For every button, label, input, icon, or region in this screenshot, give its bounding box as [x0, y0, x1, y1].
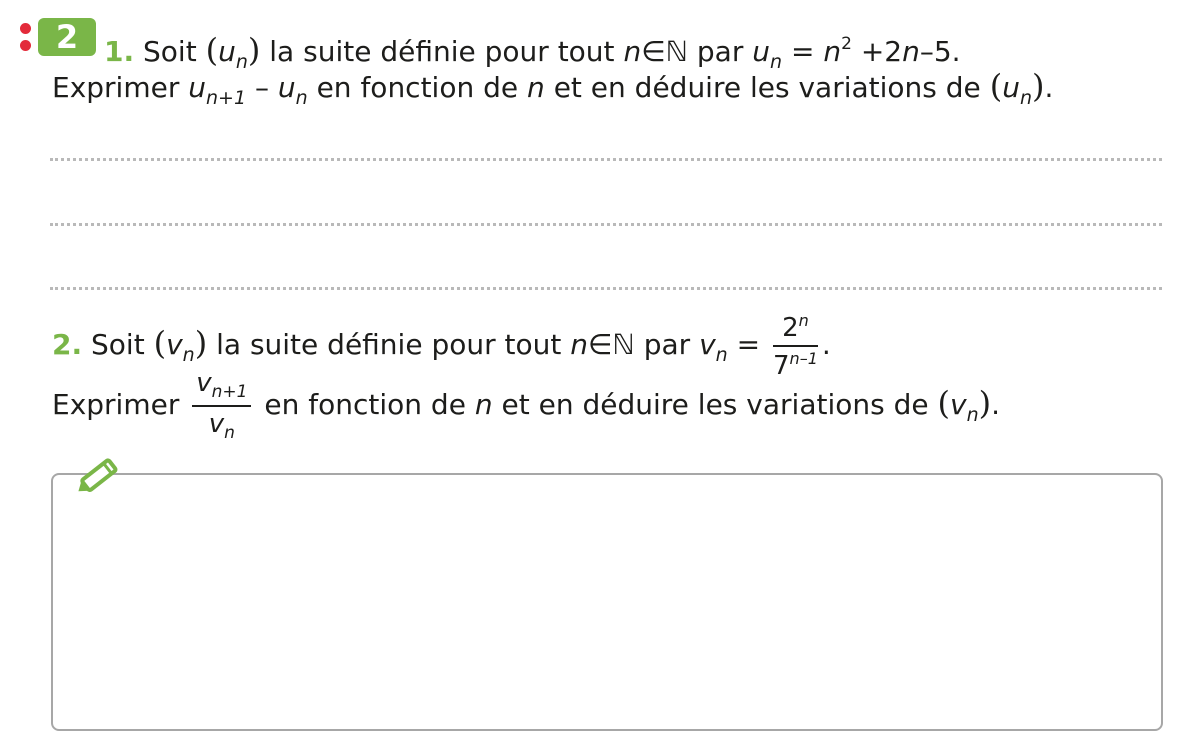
q2-line2: Exprimer $\frac{v_{n+1}}{v_n}$ en fonction de n et en déduire les variations de $(v_n)$.	[52, 368, 1001, 443]
q2-ratio-fraction: $\frac{v_{n+1}}{v_n}$	[192, 370, 251, 442]
answer-box[interactable]	[51, 473, 1163, 731]
answer-dotted-line-2[interactable]	[50, 223, 1162, 226]
q2-line1: 2. Soit $(v_n)$ la suite définie pour tout n∈ℕ par $v_n$ = $\frac{2^n}{7^{n-1}}$ .	[52, 311, 831, 381]
q2-definition-fraction: $\frac{2^n}{7^{n-1}}$	[773, 311, 818, 381]
exercise-badge-icon	[20, 16, 96, 58]
q1-text: la suite définie pour tout	[269, 35, 615, 68]
q1-text-soit: Soit	[143, 35, 197, 68]
q1-line1: 1. Soit $(u_n)$ la suite définie pour tout n∈ℕ par $u_n = n^2 +2n-5$.	[104, 31, 961, 73]
badge-dot-top	[20, 23, 31, 34]
answer-dotted-line-1[interactable]	[50, 158, 1162, 161]
q1-number: 1.	[104, 35, 135, 68]
exercise-number: 2	[38, 18, 96, 56]
q1-line2: Exprimer $u_{n+1} - u_n$ en fonction de n et en déduire les variations de $(u_n)$.	[52, 67, 1054, 109]
badge-dot-bottom	[20, 40, 31, 51]
q2-number: 2.	[52, 328, 83, 361]
answer-dotted-line-3[interactable]	[50, 287, 1162, 290]
pencil-icon	[72, 450, 128, 500]
q1-seq: u	[218, 35, 236, 68]
